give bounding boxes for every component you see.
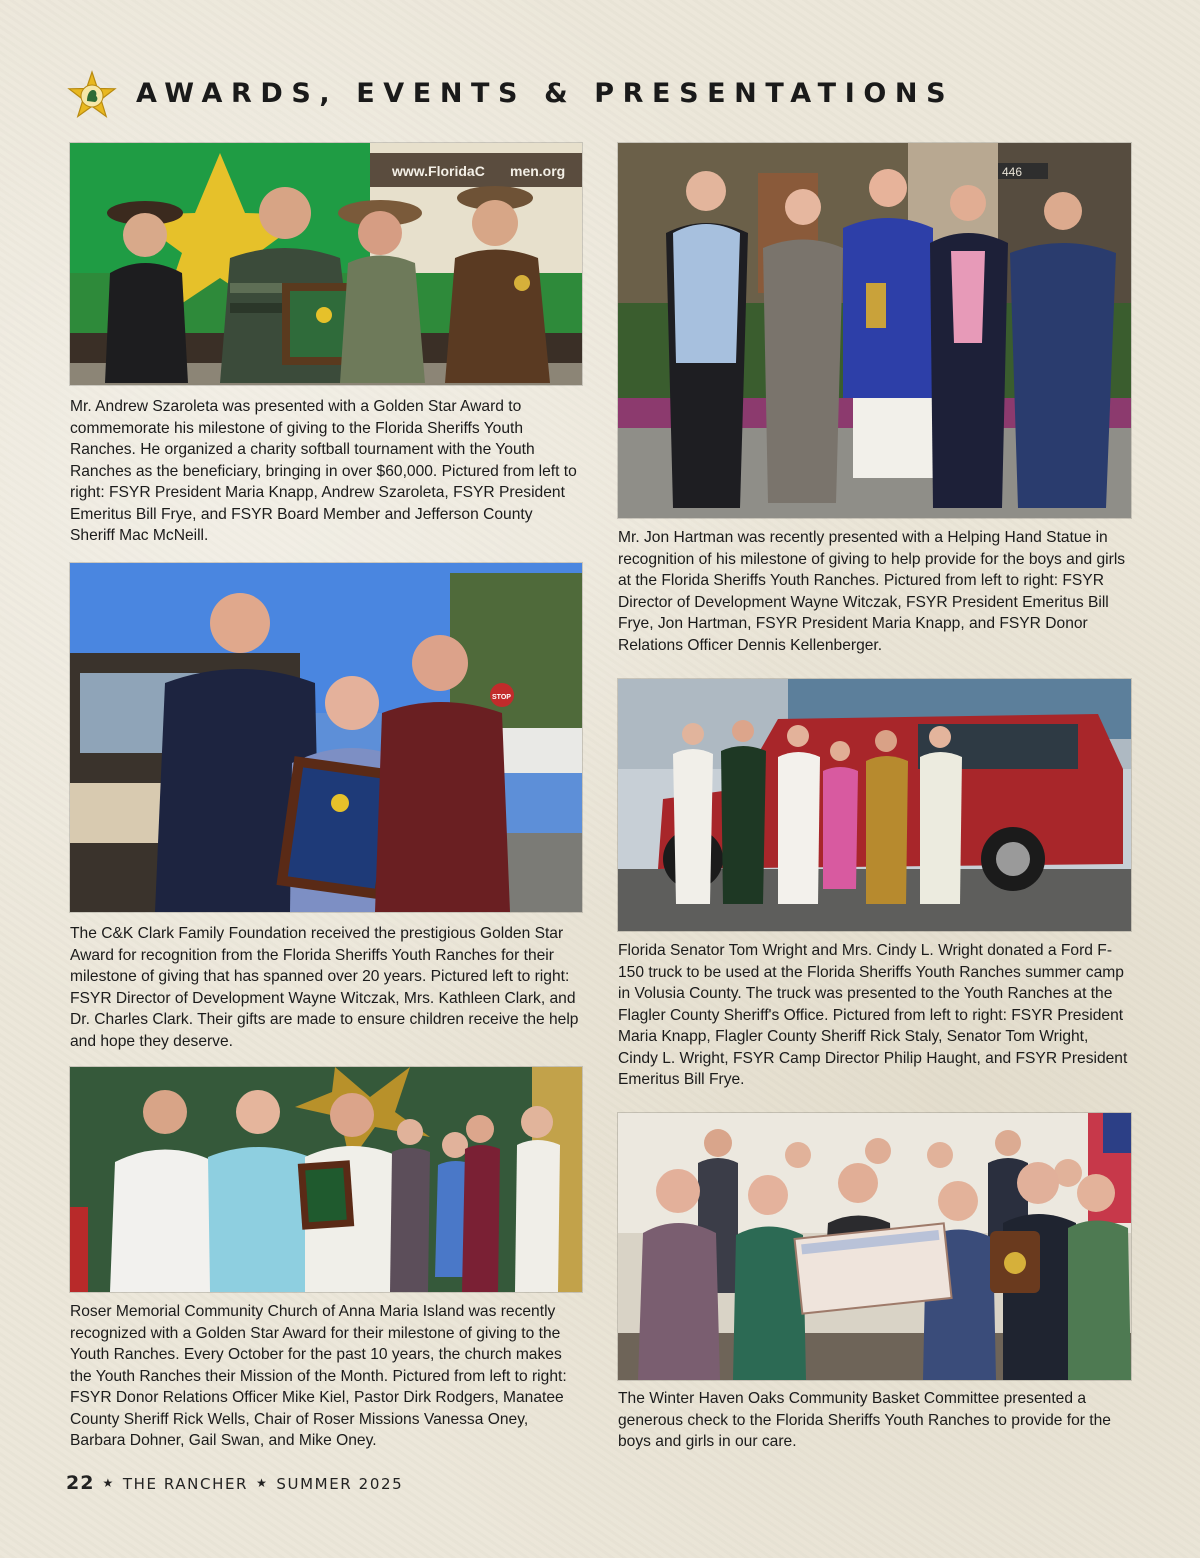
- page-footer: [66, 1472, 403, 1494]
- photo-truck-donation: [618, 679, 1131, 931]
- star-separator-icon: ★: [256, 1476, 269, 1490]
- caption-roser: Roser Memorial Community Church of Anna Maria Island was recently recognized with a Golden Star Award for their milestone of giving to the Youth Ranches. Every October for the past 10 years, the church makes the Youth Ranches their Mission of the Month. Pictured from left to right: FSYR Donor Relations Officer Mike Kiel, Pastor Dirk Rodgers, Manatee County Sheriff Rick Wells, Chair of Roser Missions Vanessa Oney, Barbara Dohner, Gail Swan, and Mike Oney.: [70, 1303, 567, 1449]
- caption-hartman: Mr. Jon Hartman was recently presented with a Helping Hand Statue in recognition of his milestone of giving to help provide for the boys and girls at the Florida Sheriffs Youth Ranches. Pictured from left to right: FSYR Director of Development Wayne Witczak, FSYR President Emeritus Bill Frye, Jon Hartman, FSYR President Maria Knapp, and FSYR Donor Relations Officer Dennis Kellenberger.: [618, 529, 1126, 654]
- photo-helping-hand-hartman: [618, 143, 1131, 518]
- star-badge-icon: [66, 70, 118, 122]
- issue-label: SUMMER 2025: [276, 1475, 404, 1493]
- page-number: 22: [66, 1472, 95, 1494]
- caption-winter-haven: The Winter Haven Oaks Community Basket Committee presented a generous check to the Florida Sheriffs Youth Ranches to provide for the boys and girls in our care.: [618, 1390, 1111, 1450]
- banner-text-suffix: men.org: [510, 163, 566, 179]
- publication-name: THE RANCHER: [122, 1475, 249, 1493]
- photo-golden-star-szaroleta: [70, 143, 582, 385]
- caption-truck: Florida Senator Tom Wright and Mrs. Cindy L. Wright donated a Ford F-150 truck to be used at the Florida Sheriffs Youth Ranches summer camp in Volusia County. The truck was presented to the Youth Ranches at the Flagler County Sheriff's Office. Pictured from left to right: FSYR President Maria Knapp, Flagler County Sheriff Rick Staly, Senator Tom Wright, Cindy L. Wright, FSYR Camp Director Philip Haught, and FSYR President Emeritus Bill Frye.: [618, 942, 1128, 1088]
- star-separator-icon: ★: [102, 1476, 115, 1490]
- page-header: [66, 70, 955, 122]
- banner-text: www.FloridaC: [392, 163, 485, 179]
- stop-sign-text: STOP: [492, 694, 511, 701]
- address-number: 446: [1002, 165, 1023, 179]
- photo-winter-haven-check: [618, 1113, 1131, 1380]
- page-title: AWARDS, EVENTS & PRESENTATIONS: [136, 78, 955, 109]
- caption-szaroleta: Mr. Andrew Szaroleta was presented with a Golden Star Award to commemorate his milestone of giving to the Florida Sheriffs Youth Ranches. He organized a charity softball tournament with the Youth Ranches as the beneficiary, bringing in over $60,000. Pictured from left to right: FSYR President Maria Knapp, Andrew Szaroleta, FSYR President Emeritus Bill Frye, and FSYR Board Member and Jefferson County Sheriff Mac McNeill.: [70, 398, 577, 544]
- caption-clark: The C&K Clark Family Foundation received the prestigious Golden Star Award for recognition from the Florida Sheriffs Youth Ranches for their milestone of giving that has spanned over 20 years. Pictured left to right: FSYR Director of Development Wayne Witczak, Mrs. Kathleen Clark, and Dr. Charles Clark. Their gifts are made to ensure children receive the help and hope they deserve.: [70, 925, 579, 1050]
- photo-golden-star-roser: [70, 1067, 582, 1292]
- photo-golden-star-clark: [70, 563, 582, 912]
